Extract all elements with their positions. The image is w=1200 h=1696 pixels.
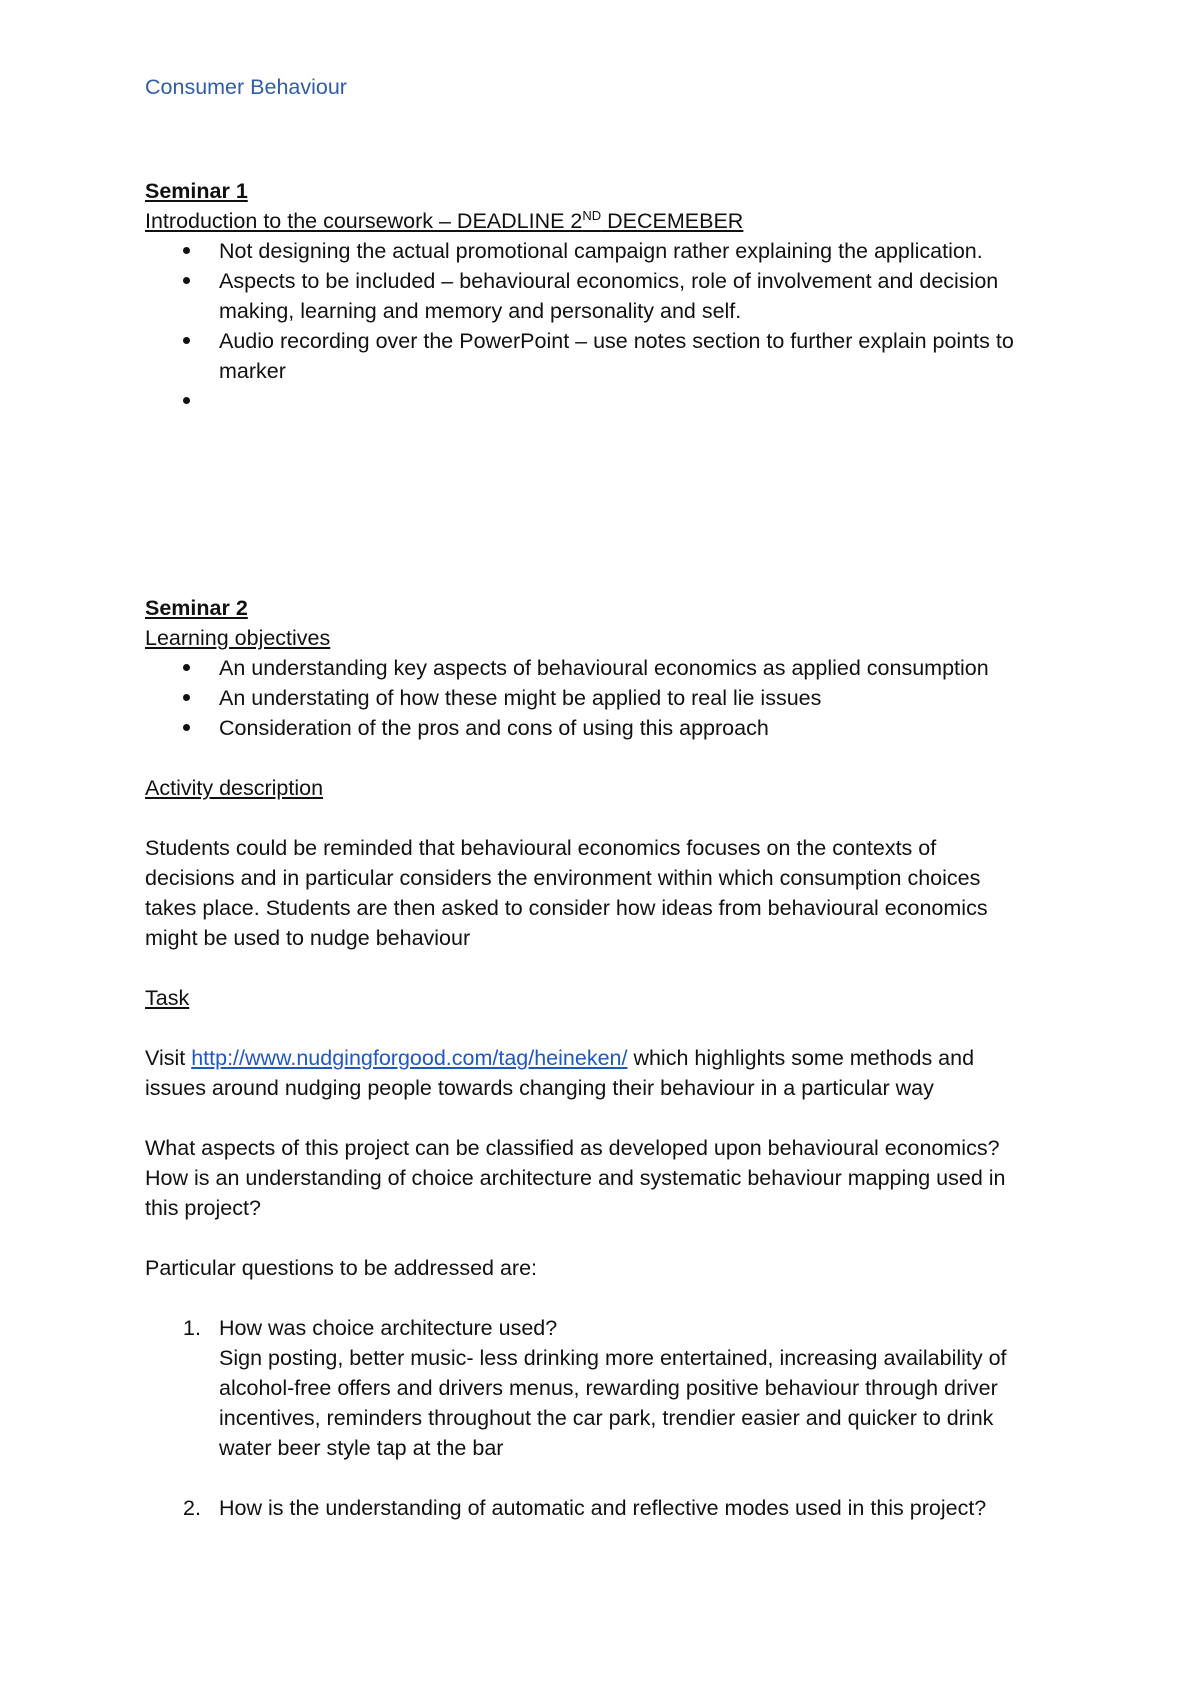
activity-description-heading: Activity description <box>145 776 324 800</box>
seminar-1-heading: Seminar 1 <box>145 179 248 203</box>
list-item: An understating of how these might be applied to real lie issues <box>219 686 822 710</box>
particular-questions-label: Particular questions to be addressed are: <box>145 1256 538 1280</box>
paragraph-line: How is an understanding of choice architecture and systematic behaviour mapping used in <box>145 1166 1006 1190</box>
bullet-icon <box>183 247 190 254</box>
seminar-2-heading: Seminar 2 <box>145 596 248 620</box>
paragraph-line: decisions and in particular considers the environment within which consumption choices <box>145 866 981 890</box>
paragraph-line: this project? <box>145 1196 261 1220</box>
bullet-icon <box>183 724 190 731</box>
question-1: How was choice architecture used? <box>219 1316 558 1340</box>
list-number: 2. <box>183 1496 201 1520</box>
answer-line: Sign posting, better music- less drinking more entertained, increasing availability of <box>219 1346 1007 1370</box>
list-item: Not designing the actual promotional campaign rather explaining the application. <box>219 239 983 263</box>
bullet-icon <box>183 664 190 671</box>
bullet-icon <box>183 694 190 701</box>
coursework-deadline-heading: Introduction to the coursework – DEADLINE 2ND DECEMEBER <box>145 208 744 233</box>
bullet-icon <box>183 277 190 284</box>
list-item: Aspects to be included – behavioural economics, role of involvement and decision <box>219 269 999 293</box>
list-item: Audio recording over the PowerPoint – use notes section to further explain points to <box>219 329 1014 353</box>
paragraph-line: issues around nudging people towards changing their behaviour in a particular way <box>145 1076 934 1100</box>
document-header: Consumer Behaviour <box>145 75 347 99</box>
task-heading: Task <box>145 986 190 1010</box>
list-item: Consideration of the pros and cons of using this approach <box>219 716 769 740</box>
heineken-link[interactable]: http://www.nudgingforgood.com/tag/heineken/ <box>191 1046 628 1070</box>
paragraph-line: might be used to nudge behaviour <box>145 926 471 950</box>
list-item: An understanding key aspects of behavioural economics as applied consumption <box>219 656 989 680</box>
list-number: 1. <box>183 1316 201 1340</box>
paragraph-line: takes place. Students are then asked to consider how ideas from behavioural economics <box>145 896 988 920</box>
learning-objectives-heading: Learning objectives <box>145 626 331 650</box>
answer-line: alcohol-free offers and drivers menus, rewarding positive behaviour through driver <box>219 1376 998 1400</box>
answer-line: water beer style tap at the bar <box>219 1436 504 1460</box>
visit-line: Visit http://www.nudgingforgood.com/tag/heineken/ which highlights some methods and <box>145 1046 975 1070</box>
answer-line: incentives, reminders throughout the car park, trendier easier and quicker to drink <box>219 1406 994 1430</box>
list-item-continuation: making, learning and memory and personality and self. <box>219 299 742 323</box>
paragraph-line: What aspects of this project can be classified as developed upon behavioural economics? <box>145 1136 1000 1160</box>
paragraph-line: Students could be reminded that behavioural economics focuses on the contexts of <box>145 836 937 860</box>
bullet-icon <box>183 337 190 344</box>
question-2: How is the understanding of automatic and reflective modes used in this project? <box>219 1496 987 1520</box>
list-item-continuation: marker <box>219 359 286 383</box>
bullet-icon <box>183 397 190 404</box>
